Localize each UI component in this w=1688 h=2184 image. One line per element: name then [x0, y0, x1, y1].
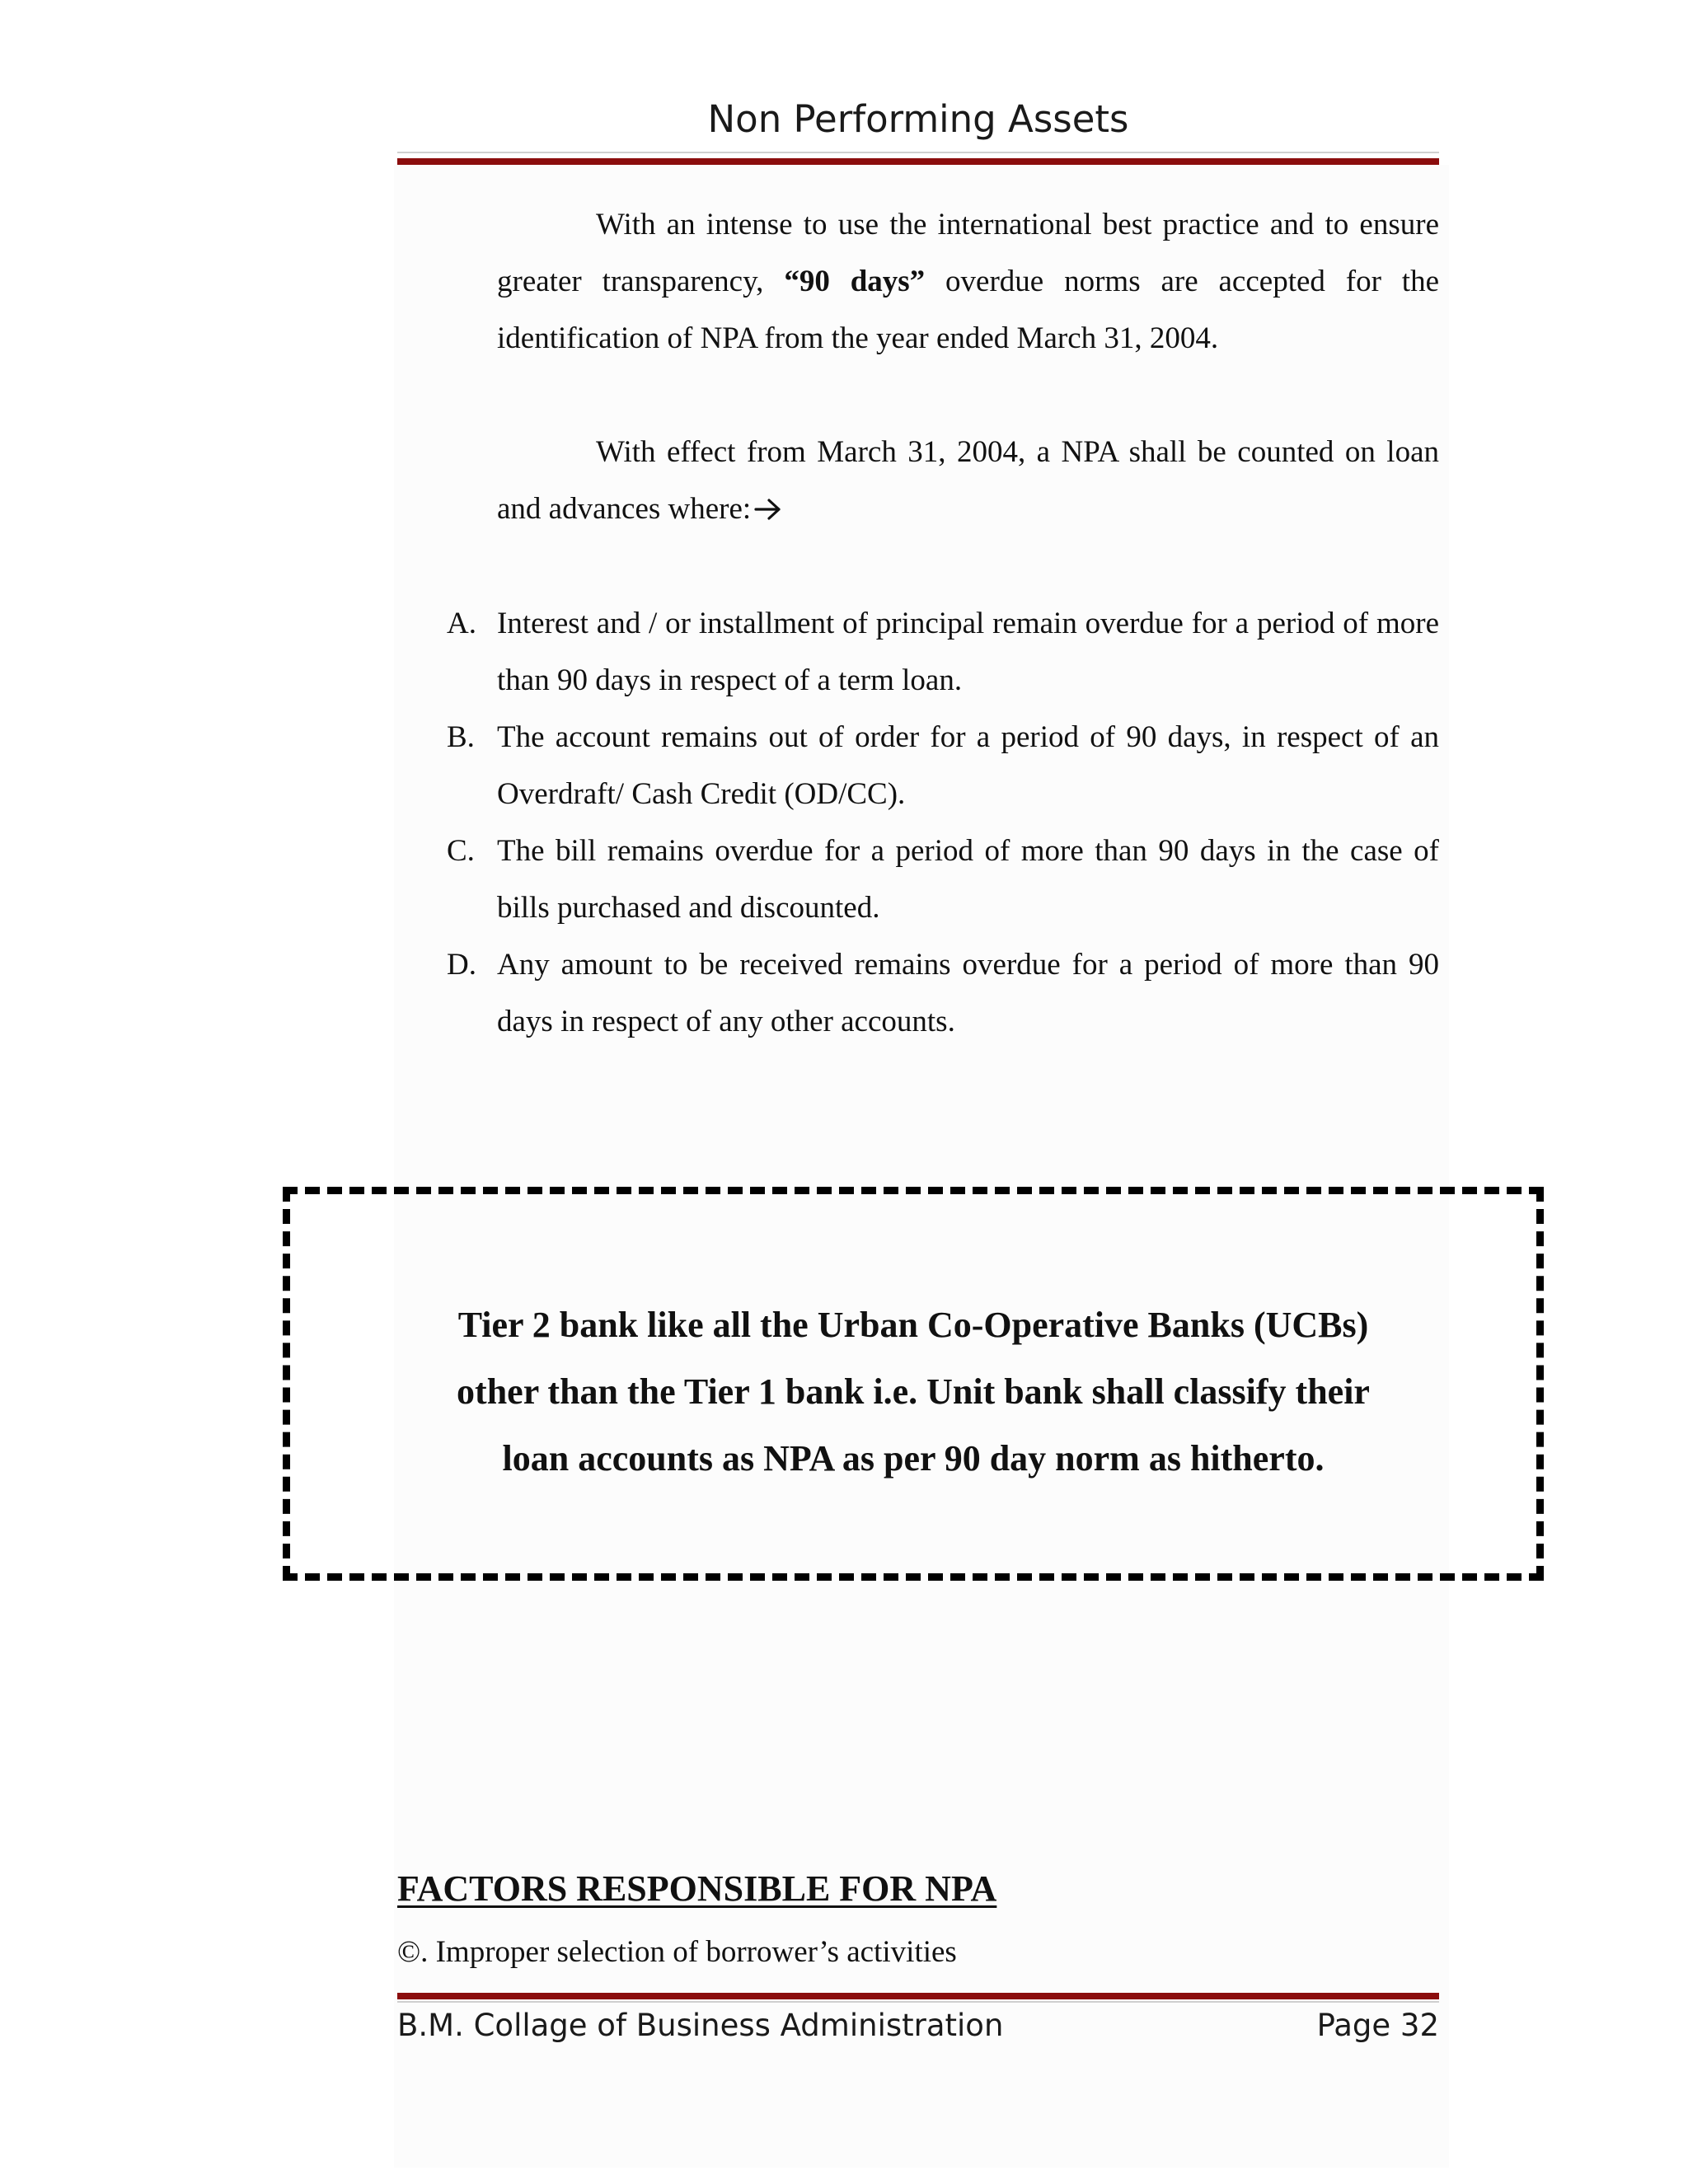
factor-item: ©. Improper selection of borrower’s activities — [397, 1935, 957, 1969]
callout-line: loan accounts as NPA as per 90 day norm as hitherto. — [502, 1438, 1325, 1479]
section-heading-factors: FACTORS RESPONSIBLE FOR NPA — [397, 1868, 997, 1909]
paragraph-1-before: With an intense to use the international best practice and to ensure greater transparency, — [497, 208, 1439, 298]
paragraph-2-text: With effect from March 31, 2004, a NPA shall be counted on loan and advances where: — [497, 435, 1439, 526]
list-item-text: The account remains out of order for a period of 90 days, in respect of an Overdraft/ Cash Credit (OD/CC). — [497, 720, 1439, 811]
footer-page-number: Page 32 — [1316, 2008, 1439, 2043]
list-item — [445, 823, 1439, 936]
footer-rule-thick — [397, 1993, 1439, 1999]
callout-line: Tier 2 bank like all the Urban Co-Operative Banks (UCBs) — [457, 1305, 1369, 1345]
paragraph-1-after: overdue norms are accepted for the identification of NPA from the year ended March 31, 2004. — [497, 265, 1439, 355]
list-marker: A. — [447, 607, 476, 640]
paragraph-npa-criteria-intro — [497, 424, 1439, 537]
list-marker: B. — [447, 720, 475, 754]
npa-criteria-list — [445, 595, 1439, 1050]
header-rule-thick — [397, 158, 1439, 165]
list-item-text: Any amount to be received remains overdue for a period of more than 90 days in respect of any other accounts. — [497, 948, 1439, 1038]
paragraph-ninety-days-norm — [497, 196, 1439, 367]
list-item — [445, 709, 1439, 823]
list-marker: D. — [447, 948, 476, 982]
header-rule-thin — [397, 152, 1439, 153]
tier-2-callout-box — [283, 1187, 1544, 1581]
list-marker: C. — [447, 834, 475, 868]
callout-line: other than the Tier 1 bank i.e. Unit bank shall classify their — [457, 1371, 1370, 1412]
list-item — [445, 936, 1439, 1050]
footer-rule-thin — [397, 2001, 1439, 2003]
list-item-text: Interest and / or installment of principal remain overdue for a period of more than 90 days in respect of a term loan. — [497, 607, 1439, 697]
list-item-text: The bill remains overdue for a period of more than 90 days in the case of bills purchased and discounted. — [497, 834, 1439, 925]
page-header-title: Non Performing Assets — [707, 97, 1129, 141]
list-item — [445, 595, 1439, 709]
footer-college-name: B.M. Collage of Business Administration — [397, 2008, 1004, 2043]
callout-text — [290, 1291, 1536, 1492]
arrow-right-icon — [754, 497, 782, 522]
paragraph-1-bold: “90 days” — [784, 265, 926, 298]
